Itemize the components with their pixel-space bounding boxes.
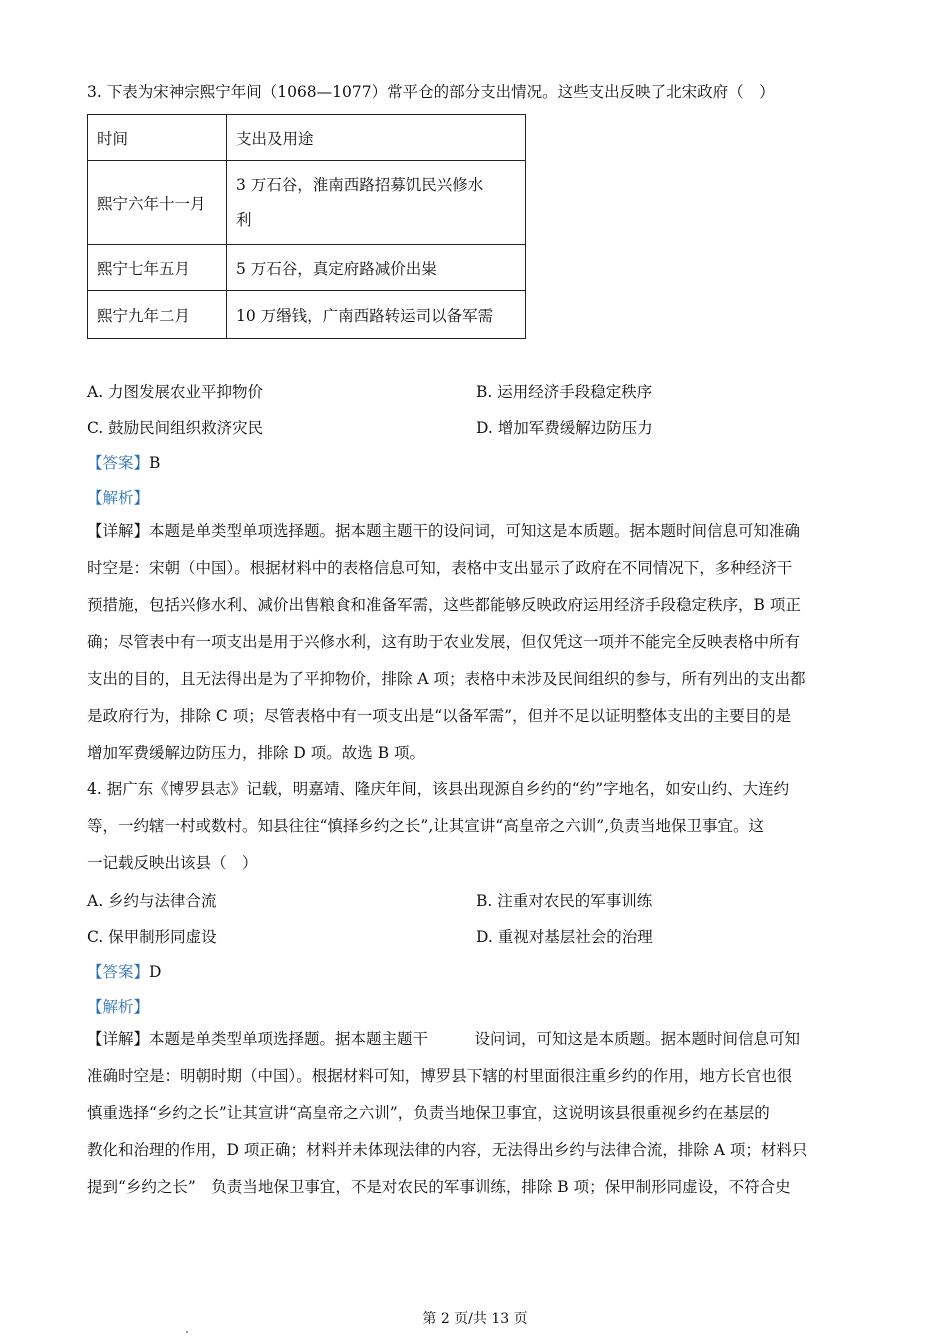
detail-line: 【详解】本题是单类型单项选择题。据本题主题干 设问词，可知这是本质题。据本题时间信息可知: [87, 1030, 801, 1048]
analysis-tag: 【解析】: [87, 998, 150, 1016]
table-row: [88, 161, 526, 245]
stem-line: 一记载反映出该县（ ）: [87, 854, 258, 872]
table-cell-time: 熙宁六年十一月: [88, 161, 227, 245]
table-cell-use: 10 万缗钱，广南西路转运司以备军需: [227, 291, 526, 339]
table-header-row: [88, 115, 526, 161]
table-cell-use: 5 万石谷，真定府路减价出粜: [227, 245, 526, 291]
table-cell-time: 熙宁七年五月: [88, 245, 227, 291]
q4-stem: [87, 771, 863, 882]
stem-line: 4. 据广东《博罗县志》记载，明嘉靖、隆庆年间，该县出现源自乡约的“约”字地名，如安山约、大连约: [87, 780, 790, 798]
q3-option-b: B. 运用经济手段稳定秩序: [476, 383, 653, 401]
q3-analysis-tag: [87, 486, 149, 508]
table-row: [88, 291, 526, 339]
detail-line: 增加军费缓解边防压力，排除 D 项。故选 B 项。: [87, 744, 426, 762]
table-cell-use: [227, 161, 526, 245]
q3-stem: 3. 下表为宋神宗熙宁年间（1068—1077）常平仓的部分支出情况。这些支出反映了北宋政府（ ）: [87, 83, 775, 101]
q3-option-d: D. 增加军费缓解边防压力: [476, 419, 653, 437]
detail-line: 预措施，包括兴修水利、减价出售粮食和准备军需，这些都能够反映政府运用经济手段稳定秩序，B 项正: [87, 596, 801, 614]
answer-value: D: [149, 963, 162, 981]
table-cell-use-line: 3 万石谷，淮南西路招募饥民兴修水: [236, 175, 484, 194]
q4-option-c: C. 保甲制形同虚设: [87, 928, 217, 946]
q4-option-d: D. 重视对基层社会的治理: [476, 928, 653, 946]
table-cell-use-line: 利: [236, 210, 252, 229]
q3-detail: [87, 513, 863, 772]
q4-option-a: A. 乡约与法律合流: [87, 892, 217, 910]
detail-line: 确；尽管表中有一项支出是用于兴修水利，这有助于农业发展，但仅凭这一项并不能完全反映表格中所有: [87, 633, 801, 651]
detail-line: 【详解】本题是单类型单项选择题。据本题主题干的设问词，可知这是本质题。据本题时间信息可知准确: [87, 522, 801, 540]
q3-answer: [87, 451, 160, 473]
table-row: [88, 245, 526, 291]
detail-line: 准确时空是：明朝时期（中国）。根据材料可知，博罗县下辖的村里面很注重乡约的作用，地方长官也很: [87, 1067, 793, 1085]
q3-table: [87, 114, 526, 339]
table-cell-time: 熙宁九年二月: [88, 291, 227, 339]
detail-line: 支出的目的，且无法得出是为了平抑物价，排除 A 项；表格中未涉及民间组织的参与，所有列出的支出都: [87, 670, 806, 688]
q4-answer: [87, 960, 161, 982]
answer-value: B: [149, 454, 161, 472]
detail-line: 时空是：宋朝（中国）。根据材料中的表格信息可知，表格中支出显示了政府在不同情况下，多种经济干: [87, 559, 793, 577]
answer-tag: 【答案】: [87, 963, 150, 981]
detail-line: 慎重选择“乡约之长”让其宣讲“高皇帝之六训”，负责当地保卫事宜，这说明该县很重视乡约在基层的: [87, 1104, 770, 1122]
page-footer: 第 2 页/共 13 页: [422, 1311, 528, 1327]
scan-dot: [186, 1331, 188, 1333]
q4-detail: [87, 1021, 863, 1206]
stem-line: 等，一约辖一村或数村。知县往往“慎择乡约之长”,让其宣讲“高皇帝之六训”,负责当地保卫事宜。这: [87, 817, 765, 835]
answer-tag: 【答案】: [87, 454, 150, 472]
table-header-time: 时间: [88, 115, 227, 161]
analysis-tag: 【解析】: [87, 489, 150, 507]
q4-option-b: B. 注重对农民的军事训练: [476, 892, 653, 910]
detail-tag: 【详解】: [87, 1030, 150, 1048]
table-header-use: 支出及用途: [227, 115, 526, 161]
q3-option-c: C. 鼓励民间组织救济灾民: [87, 419, 264, 437]
detail-line: 是政府行为，排除 C 项；尽管表格中有一项支出是“以备军需”，但并不足以证明整体支出的主要目的是: [87, 707, 792, 725]
detail-tag: 【详解】: [87, 522, 150, 540]
q4-analysis-tag: [87, 995, 149, 1017]
detail-line: 教化和治理的作用，D 项正确；材料并未体现法律的内容，无法得出乡约与法律合流，排除 A 项；材料只: [87, 1141, 808, 1159]
detail-line: 提到“乡约之长” 负责当地保卫事宜，不是对农民的军事训练，排除 B 项；保甲制形同虚设，不符合史: [87, 1178, 791, 1196]
q3-option-a: A. 力图发展农业平抑物价: [87, 383, 264, 401]
